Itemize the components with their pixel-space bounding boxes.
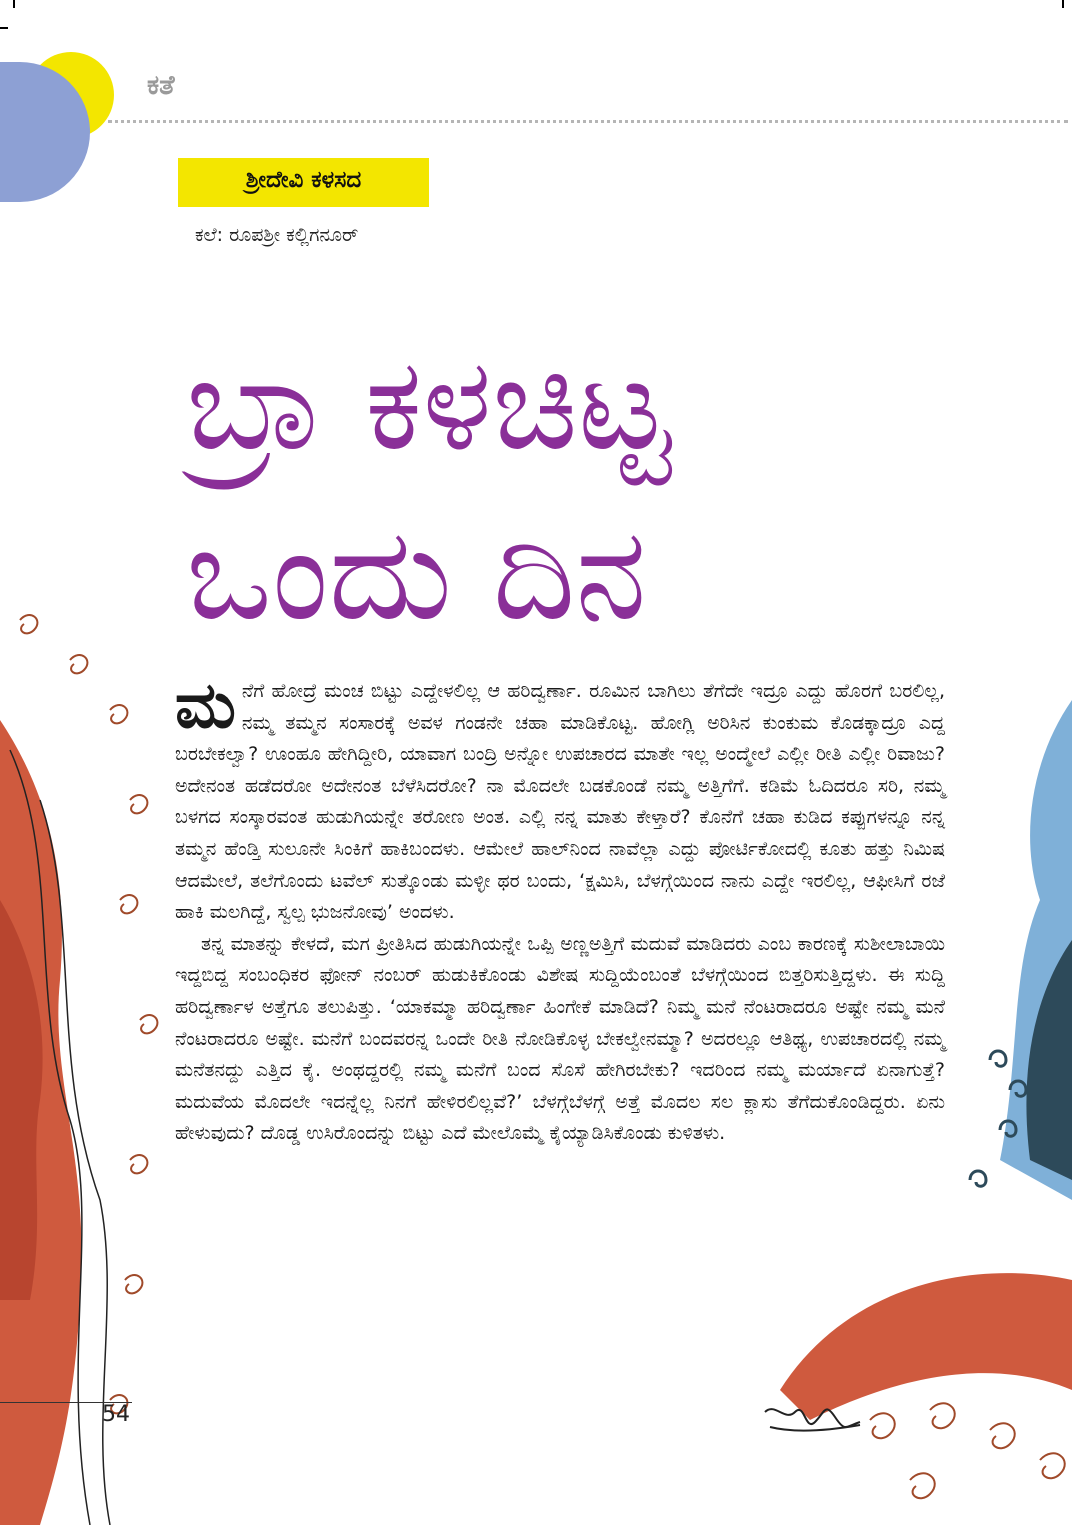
paragraph-text: ನೆಗೆ ಹೋದ್ರೆ ಮಂಚ ಬಿಟ್ಟು ಎದ್ದೇಳಲಿಲ್ಲ ಆ ಹರಿದ್ವರ್ಣಾ. ರೂಮಿನ ಬಾಗಿಲು ತೆಗೆದೇ ಇದ್ರೂ ಎದ್ದು ಹೊರಗೆ ಬರಲಿಲ್ಲ, ನಮ್ಮ ತಮ್ಮನ ಸಂಸಾರಕ್ಕೆ ಅವಳ ಗಂಡನೇ ಚಹಾ ಮಾಡಿಕೊಟ್ಟ. ಹೋಗ್ಲಿ ಅರಿಸಿನ ಕುಂಕುಮ ಕೊಡಕ್ಕಾದ್ರೂ ಎದ್ದ ಬರಬೇಕಲ್ವಾ? ಊಂಹೂ ಹೇಗಿದ್ದೀರಿ, ಯಾವಾಗ ಬಂದ್ರಿ ಅನ್ನೋ ಉಪಚಾರದ ಮಾತೇ ಇಲ್ಲ ಅಂದ್ಮೇಲೆ ಎಲ್ಲೀ ರೀತಿ ಎಲ್ಲೀ ರಿವಾಜು? ಅದೇನಂತ ಹಡೆದರೋ ಅದೇನಂತ ಬೆಳೆಸಿದರೋ? ನಾ ಮೊದಲೇ ಬಡಕೊಂಡೆ ನಮ್ಮ ಅತ್ತಿಗೆಗೆ. ಕಡಿಮೆ ಓದಿದರೂ ಸರಿ, ನಮ್ಮ ಬಳಗದ ಸಂಸ್ಕಾರವಂತ ಹುಡುಗಿಯನ್ನೇ ತರೋಣ ಅಂತ. ಎಲ್ಲಿ ನನ್ನ ಮಾತು ಕೇಳ್ತಾರೆ? ಕೊನೆಗೆ ಚಹಾ ಕುಡಿದ ಕಪ್ಪುಗಳನ್ನೂ ನನ್ನ ತಮ್ಮನ ಹೆಂಡ್ತಿ ಸುಲೂನೇ ಸಿಂಕಿಗೆ ಹಾಕಿಬಂದಳು. ಆಮೇಲೆ ಹಾಲ್‌ನಿಂದ ನಾವೆಲ್ಲಾ ಎದ್ದು ಪೋರ್ಟಿಕೋದಲ್ಲಿ ಕೂತು ಹತ್ತು ನಿಮಿಷ ಆದಮೇಲೆ, ತಲೆಗೊಂದು ಟವೆಲ್ ಸುತ್ಕೊಂಡು ಮಳ್ಳೀ ಥರ ಬಂದು, ‘ಕ್ಷಮಿಸಿ, ಬೆಳಗ್ಗೆಯಿಂದ ನಾನು ಎದ್ದೇ ಇರಲಿಲ್ಲ, ಆಫೀಸಿಗೆ ರಜೆ ಹಾಕಿ ಮಲಗಿದ್ದೆ, ಸ್ವಲ್ಪ ಭುಜನೋವು’ ಅಂದಳು. [175, 680, 945, 924]
drop-cap: ಮ [175, 669, 236, 743]
paragraph: ತನ್ನ ಮಾತನ್ನು ಕೇಳದೆ, ಮಗ ಪ್ರೀತಿಸಿದ ಹುಡುಗಿಯನ್ನೇ ಒಪ್ಪಿ ಅಣ್ಣಅತ್ತಿಗೆ ಮದುವೆ ಮಾಡಿದರು ಎಂಬ ಕಾರಣಕ್ಕೆ ಸುಶೀಲಾಬಾಯಿ ಇದ್ದಬಿದ್ದ ಸಂಬಂಧಿಕರ ಫೋನ್ ನಂಬರ್ ಹುಡುಕಿಕೊಂಡು ವಿಶೇಷ ಸುದ್ದಿಯೆಂಬಂತೆ ಬೆಳಗ್ಗೆಯಿಂದ ಬಿತ್ತರಿಸುತ್ತಿದ್ದಳು. ಈ ಸುದ್ದಿ ಹರಿದ್ವರ್ಣಾಳ ಅತ್ತೆಗೂ ತಲುಪಿತ್ತು. ‘ಯಾಕಮ್ಮಾ ಹರಿದ್ವರ್ಣಾ ಹಿಂಗೇಕೆ ಮಾಡಿದೆ? ನಿಮ್ಮ ಮನೆ ನೆಂಟರಾದರೂ ಅಷ್ಟೇ ನಮ್ಮ ಮನೆ ನೆಂಟರಾದರೂ ಅಷ್ಟೇ. ಮನೆಗೆ ಬಂದವರನ್ನ ಒಂದೇ ರೀತಿ ನೋಡಿಕೊಳ್ಳ ಬೇಕಲ್ವೇನಮ್ಮಾ? ಅದರಲ್ಲೂ ಆತಿಥ್ಯ, ಉಪಚಾರದಲ್ಲಿ ನಮ್ಮ ಮನೆತನದ್ದು ಎತ್ತಿದ ಕೈ. ಅಂಥದ್ದರಲ್ಲಿ ನಮ್ಮ ಮನೆಗೆ ಬಂದ ಸೊಸೆ ಹೇಗಿರಬೇಕು? ಇದರಿಂದ ನಮ್ಮ ಮರ್ಯಾದೆ ಏನಾಗುತ್ತೆ? ಮದುವೆಯ ಮೊದಲೇ ಇದನ್ನೆಲ್ಲ ನಿನಗೆ ಹೇಳಿರಲಿಲ್ಲವೆ?’ ಬೆಳಗ್ಗೆಬೆಳಗ್ಗೆ ಅತ್ತೆ ಮೊದಲ ಸಲ ಕ್ಲಾಸು ತೆಗೆದುಕೊಂಡಿದ್ದರು. ಏನು ಹೇಳುವುದು? ದೊಡ್ಡ ಉಸಿರೊಂದನ್ನು ಬಿಟ್ಟು ಎದೆ ಮೇಲೊಮ್ಮೆ ಕೈಯ್ಯಾಡಿಸಿಕೊಂಡು ಕುಳಿತಳು. [175, 932, 945, 1145]
dotted-divider [108, 120, 1068, 123]
crop-mark [1062, 0, 1064, 8]
story-body [175, 669, 945, 1150]
right-illustration [960, 640, 1072, 1260]
section-label: ಕತೆ [147, 70, 175, 101]
paragraph [175, 669, 945, 929]
page-number: 54 [102, 1402, 130, 1427]
author-highlight [178, 158, 429, 207]
left-illustration [0, 600, 175, 1525]
crop-mark [13, 0, 15, 8]
crop-mark [0, 27, 8, 29]
story-title-line-2: ಒಂದು ದಿನ [186, 500, 647, 649]
artist-signature [760, 1392, 880, 1442]
story-title-line-1: ಬ್ರಾ ಕಳಚಿಟ್ಟ [186, 330, 671, 479]
illustration-credit: ಕಲೆ: ರೂಪಶ್ರೀ ಕಲ್ಲಿಗನೂರ್ [195, 224, 359, 246]
author-name: ಶ್ರೀದೇವಿ ಕಳಸದ [245, 167, 362, 193]
